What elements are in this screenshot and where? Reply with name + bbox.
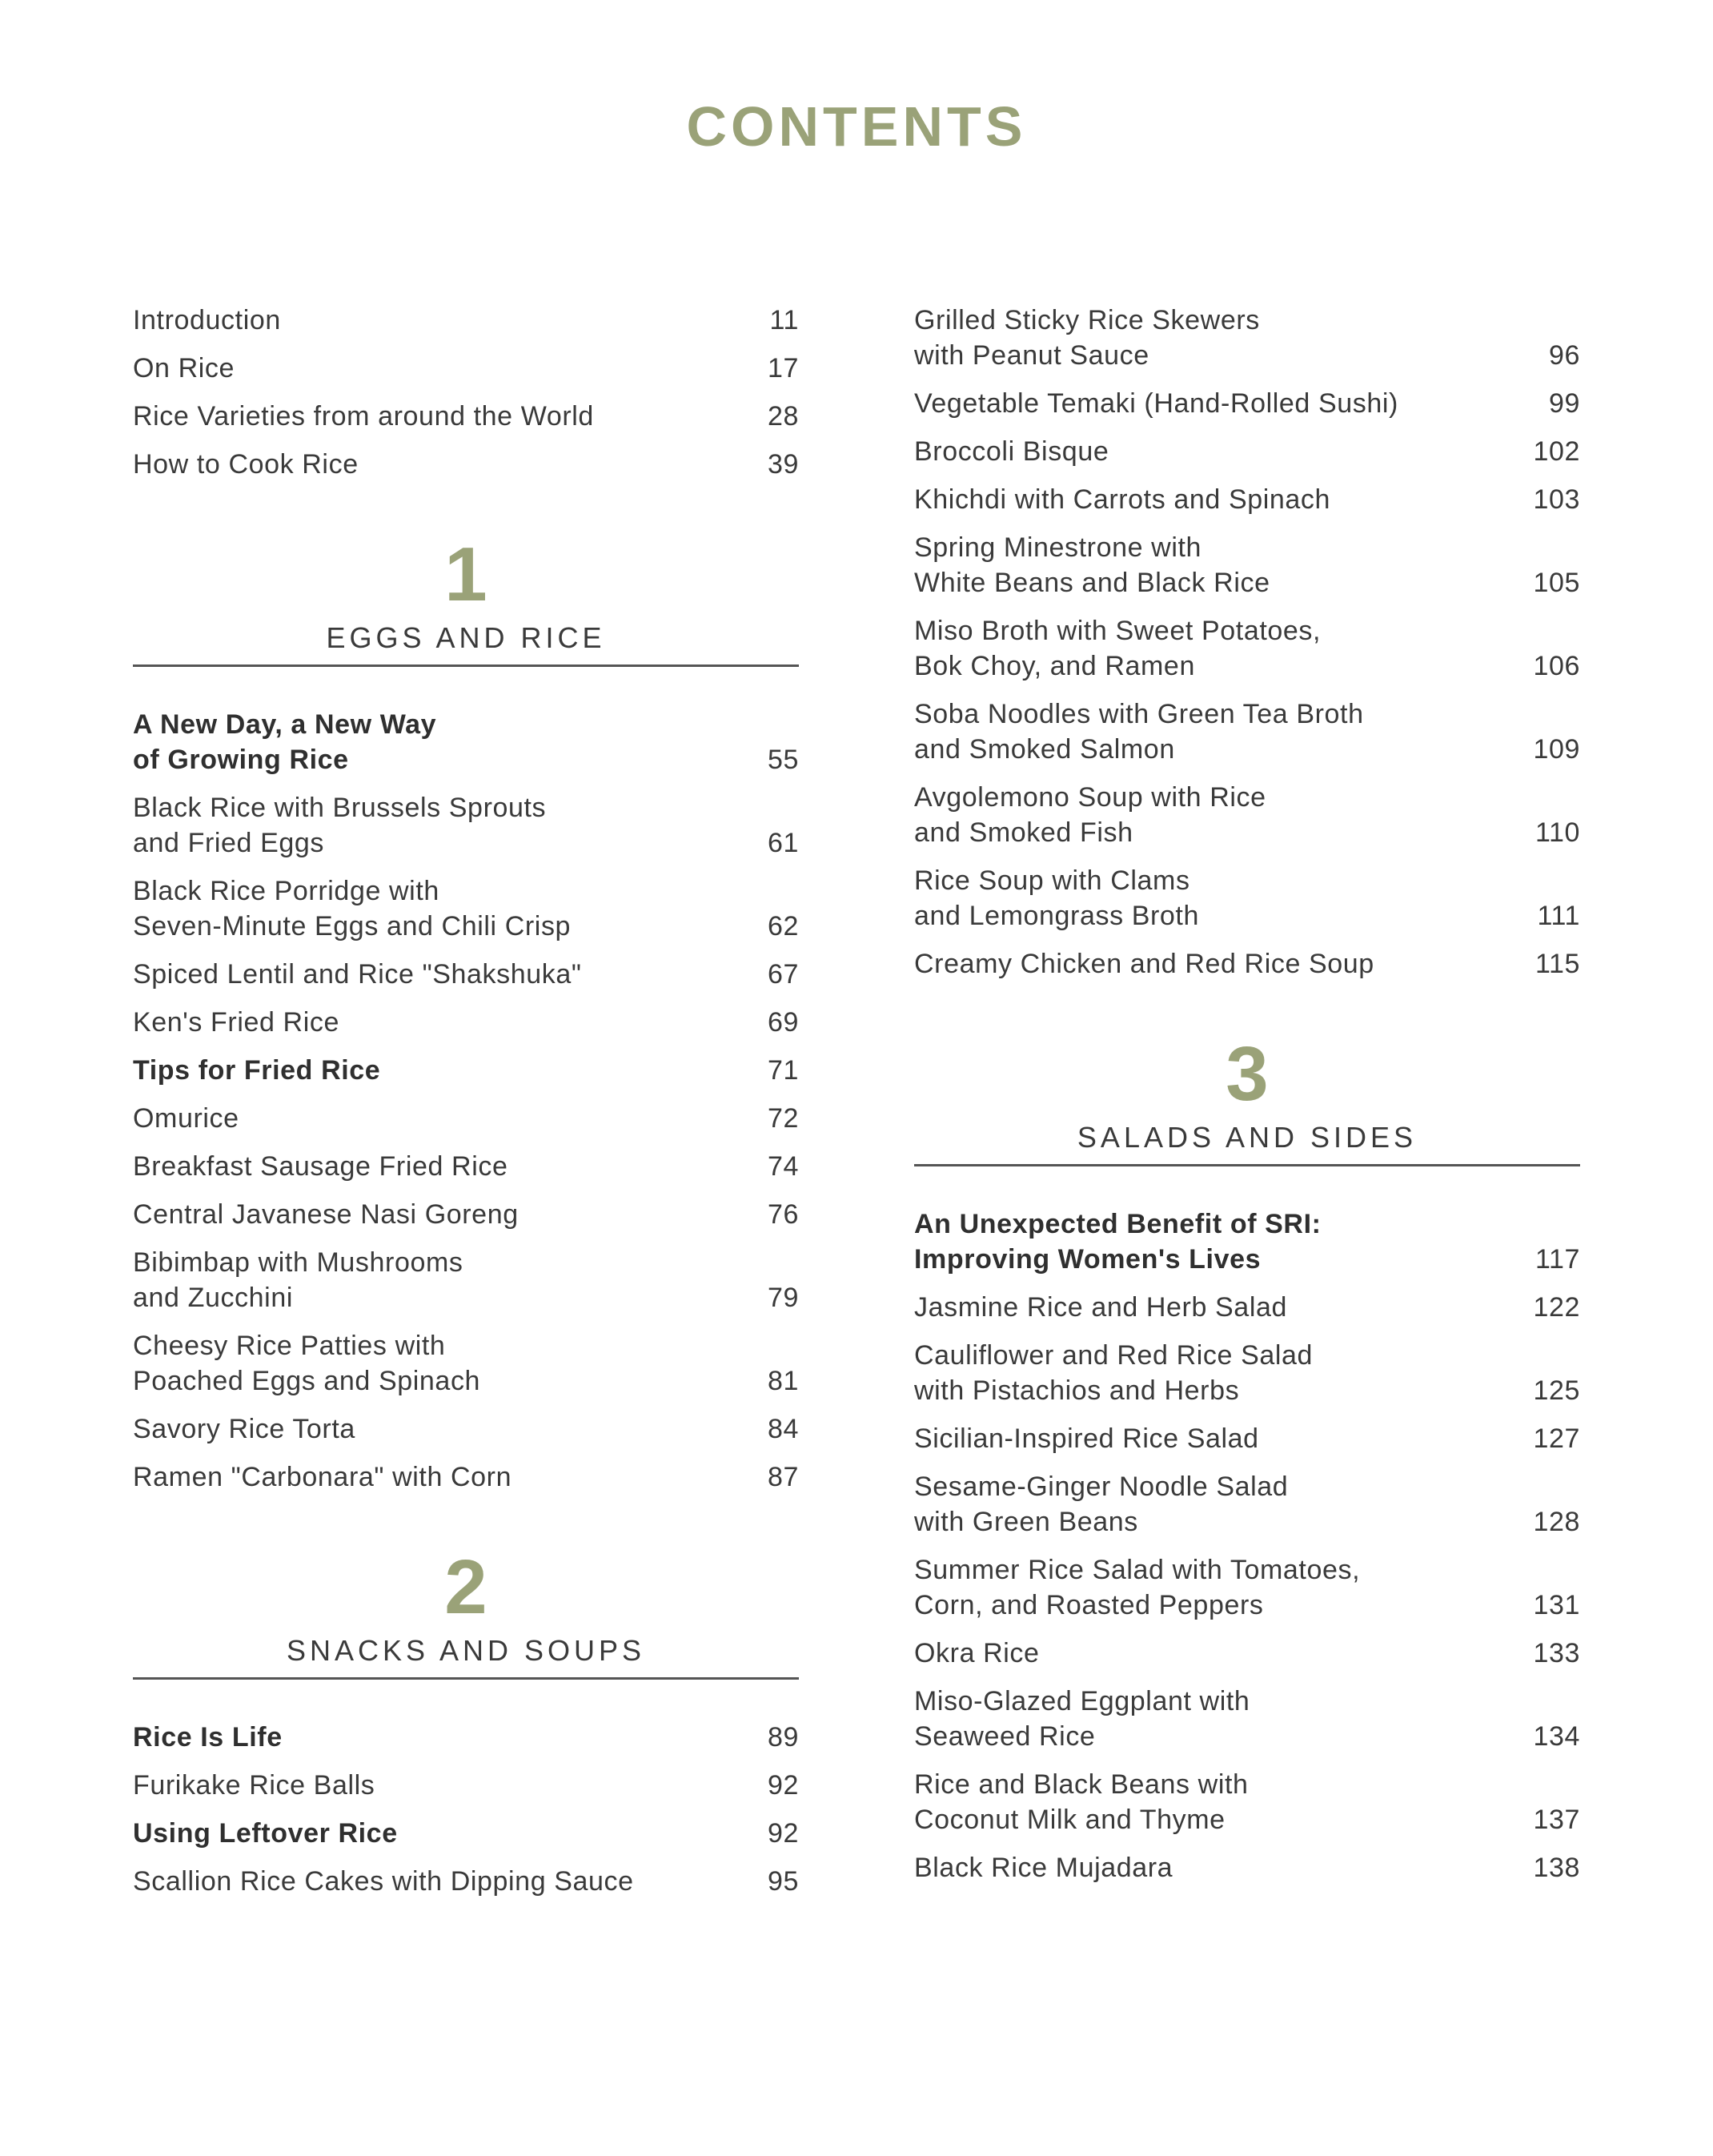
entry-page-number: 55 xyxy=(767,745,799,775)
entry-title: Introduction xyxy=(133,305,281,335)
toc-entry xyxy=(914,1331,1580,1415)
entry-title: Black Rice with Brussels Sprouts and Fried Eggs xyxy=(133,793,547,858)
entry-page-number: 92 xyxy=(767,1818,799,1849)
entry-title: Using Leftover Rice xyxy=(133,1818,398,1849)
entry-title: Avgolemono Soup with Rice and Smoked Fish xyxy=(914,782,1266,848)
toc-entry xyxy=(133,1322,799,1405)
toc-entry xyxy=(914,1844,1580,1892)
toc-entry xyxy=(133,1453,799,1501)
entry-title: Rice Is Life xyxy=(133,1722,283,1753)
toc-entry xyxy=(133,1809,799,1857)
page-title: CONTENTS xyxy=(686,95,1027,158)
entry-title: Okra Rice xyxy=(914,1638,1040,1668)
entry-title: Scallion Rice Cakes with Dipping Sauce xyxy=(133,1866,634,1897)
toc-entry xyxy=(133,1857,799,1905)
entry-title: Cheesy Rice Patties with Poached Eggs and Spinach xyxy=(133,1331,481,1396)
toc-entry xyxy=(133,950,799,998)
contents-left-column xyxy=(133,296,799,1905)
entry-page-number: 115 xyxy=(1534,949,1580,979)
toc-entry xyxy=(133,1761,799,1809)
entry-title: Summer Rice Salad with Tomatoes, Corn, and Roasted Peppers xyxy=(914,1555,1361,1620)
entry-page-number: 17 xyxy=(767,353,799,383)
toc-entry xyxy=(914,1629,1580,1677)
entry-page-number: 69 xyxy=(767,1007,799,1038)
chapter-divider xyxy=(914,1164,1580,1166)
entry-page-number: 134 xyxy=(1533,1721,1580,1752)
entry-page-number: 84 xyxy=(767,1414,799,1444)
entry-title: How to Cook Rice xyxy=(133,449,359,480)
toc-entry xyxy=(133,440,799,488)
entry-page-number: 127 xyxy=(1533,1423,1580,1454)
toc-entry xyxy=(914,1415,1580,1463)
entry-title: Breakfast Sausage Fried Rice xyxy=(133,1151,508,1182)
toc-entry xyxy=(914,1761,1580,1844)
entry-title: Grilled Sticky Rice Skewers with Peanut Sauce xyxy=(914,305,1260,371)
entry-title: Sesame-Ginger Noodle Salad with Green Beans xyxy=(914,1471,1289,1537)
toc-entry xyxy=(914,428,1580,476)
entry-page-number: 131 xyxy=(1533,1590,1580,1620)
entry-title: On Rice xyxy=(133,353,235,383)
entry-page-number: 61 xyxy=(767,828,799,858)
toc-entry xyxy=(914,690,1580,773)
entry-page-number: 28 xyxy=(767,401,799,432)
entry-title: Miso-Glazed Eggplant with Seaweed Rice xyxy=(914,1686,1250,1752)
toc-entry xyxy=(133,344,799,392)
entry-page-number: 137 xyxy=(1533,1805,1580,1835)
toc-entry xyxy=(133,1094,799,1142)
chapter-title: SALADS AND SIDES xyxy=(1077,1121,1418,1154)
entry-page-number: 111 xyxy=(1537,901,1580,931)
entry-page-number: 11 xyxy=(769,305,799,335)
entry-title: Omurice xyxy=(133,1103,239,1134)
entry-page-number: 138 xyxy=(1533,1853,1580,1883)
entry-title: Rice and Black Beans with Coconut Milk and Thyme xyxy=(914,1769,1249,1835)
toc-entry xyxy=(133,1713,799,1761)
entry-page-number: 74 xyxy=(767,1151,799,1182)
chapter-title: EGGS AND RICE xyxy=(326,621,606,654)
entry-page-number: 92 xyxy=(767,1770,799,1801)
toc-entry xyxy=(914,773,1580,857)
chapter-heading xyxy=(914,1031,1580,1166)
entry-title: Central Javanese Nasi Goreng xyxy=(133,1199,519,1230)
entry-title: Creamy Chicken and Red Rice Soup xyxy=(914,949,1374,979)
toc-entry xyxy=(914,296,1580,379)
entry-title: Sicilian-Inspired Rice Salad xyxy=(914,1423,1259,1454)
entry-page-number: 99 xyxy=(1548,388,1580,419)
chapter-number: 1 xyxy=(444,532,487,617)
chapter-heading xyxy=(133,532,799,667)
chapter-divider xyxy=(133,664,799,667)
entry-title: A New Day, a New Way of Growing Rice xyxy=(133,709,437,775)
entry-title: Soba Noodles with Green Tea Broth and Smoked Salmon xyxy=(914,699,1364,765)
chapter-heading xyxy=(133,1544,799,1680)
entry-page-number: 81 xyxy=(767,1366,799,1396)
toc-entry xyxy=(133,1142,799,1190)
toc-entry xyxy=(914,476,1580,524)
toc-entry xyxy=(133,998,799,1046)
entry-title: Ken's Fried Rice xyxy=(133,1007,339,1038)
toc-entry xyxy=(133,1190,799,1239)
toc-entry xyxy=(914,857,1580,940)
entry-page-number: 106 xyxy=(1533,651,1580,681)
contents-right-column xyxy=(914,296,1580,1892)
toc-entry xyxy=(914,1283,1580,1331)
toc-entry xyxy=(133,867,799,950)
entry-page-number: 39 xyxy=(767,449,799,480)
toc-entry xyxy=(914,379,1580,428)
entry-page-number: 62 xyxy=(767,911,799,941)
entry-page-number: 103 xyxy=(1533,484,1580,515)
entry-page-number: 122 xyxy=(1533,1292,1580,1323)
toc-entry xyxy=(914,1677,1580,1761)
toc-entry xyxy=(914,1200,1580,1283)
toc-entry xyxy=(133,784,799,867)
entry-page-number: 102 xyxy=(1533,436,1580,467)
entry-page-number: 71 xyxy=(767,1055,799,1086)
entry-title: Cauliflower and Red Rice Salad with Pistachios and Herbs xyxy=(914,1340,1314,1406)
entry-title: Spring Minestrone with White Beans and Black Rice xyxy=(914,532,1270,598)
entry-page-number: 117 xyxy=(1534,1244,1580,1275)
entry-title: Jasmine Rice and Herb Salad xyxy=(914,1292,1287,1323)
toc-entry xyxy=(914,524,1580,607)
entry-page-number: 67 xyxy=(767,959,799,990)
entry-title: Savory Rice Torta xyxy=(133,1414,355,1444)
entry-title: Furikake Rice Balls xyxy=(133,1770,375,1801)
toc-entry xyxy=(133,1046,799,1094)
toc-entry xyxy=(914,940,1580,988)
chapter-number: 3 xyxy=(1226,1031,1269,1117)
entry-title: Tips for Fried Rice xyxy=(133,1055,381,1086)
chapter-number: 2 xyxy=(444,1544,487,1630)
toc-entry xyxy=(133,701,799,784)
toc-entry xyxy=(914,1546,1580,1629)
entry-title: Khichdi with Carrots and Spinach xyxy=(914,484,1331,515)
entry-page-number: 125 xyxy=(1533,1375,1580,1406)
chapter-title: SNACKS AND SOUPS xyxy=(286,1634,646,1667)
entry-page-number: 89 xyxy=(767,1722,799,1753)
entry-page-number: 105 xyxy=(1533,568,1580,598)
entry-page-number: 95 xyxy=(767,1866,799,1897)
entry-title: Miso Broth with Sweet Potatoes, Bok Choy, and Ramen xyxy=(914,616,1322,681)
entry-page-number: 110 xyxy=(1534,817,1580,848)
entry-title: Black Rice Porridge with Seven-Minute Eggs and Chili Crisp xyxy=(133,876,572,941)
toc-entry xyxy=(133,296,799,344)
chapter-divider xyxy=(133,1677,799,1680)
entry-title: Spiced Lentil and Rice "Shakshuka" xyxy=(133,959,582,990)
entry-page-number: 72 xyxy=(767,1103,799,1134)
entry-page-number: 96 xyxy=(1548,340,1580,371)
toc-entry xyxy=(914,607,1580,690)
entry-title: Black Rice Mujadara xyxy=(914,1853,1173,1883)
entry-page-number: 109 xyxy=(1533,734,1580,765)
entry-title: Bibimbap with Mushrooms and Zucchini xyxy=(133,1247,463,1313)
toc-entry xyxy=(133,1405,799,1453)
entry-page-number: 128 xyxy=(1533,1507,1580,1537)
entry-title: Broccoli Bisque xyxy=(914,436,1109,467)
toc-entry xyxy=(133,1239,799,1322)
toc-entry xyxy=(914,1463,1580,1546)
entry-page-number: 76 xyxy=(767,1199,799,1230)
entry-page-number: 79 xyxy=(767,1283,799,1313)
entry-title: Rice Soup with Clams and Lemongrass Broth xyxy=(914,865,1199,931)
entry-title: An Unexpected Benefit of SRI: Improving Women's Lives xyxy=(914,1209,1322,1275)
entry-page-number: 87 xyxy=(767,1462,799,1492)
entry-title: Rice Varieties from around the World xyxy=(133,401,594,432)
entry-page-number: 133 xyxy=(1533,1638,1580,1668)
toc-entry xyxy=(133,392,799,440)
entry-title: Ramen "Carbonara" with Corn xyxy=(133,1462,512,1492)
entry-title: Vegetable Temaki (Hand-Rolled Sushi) xyxy=(914,388,1398,419)
